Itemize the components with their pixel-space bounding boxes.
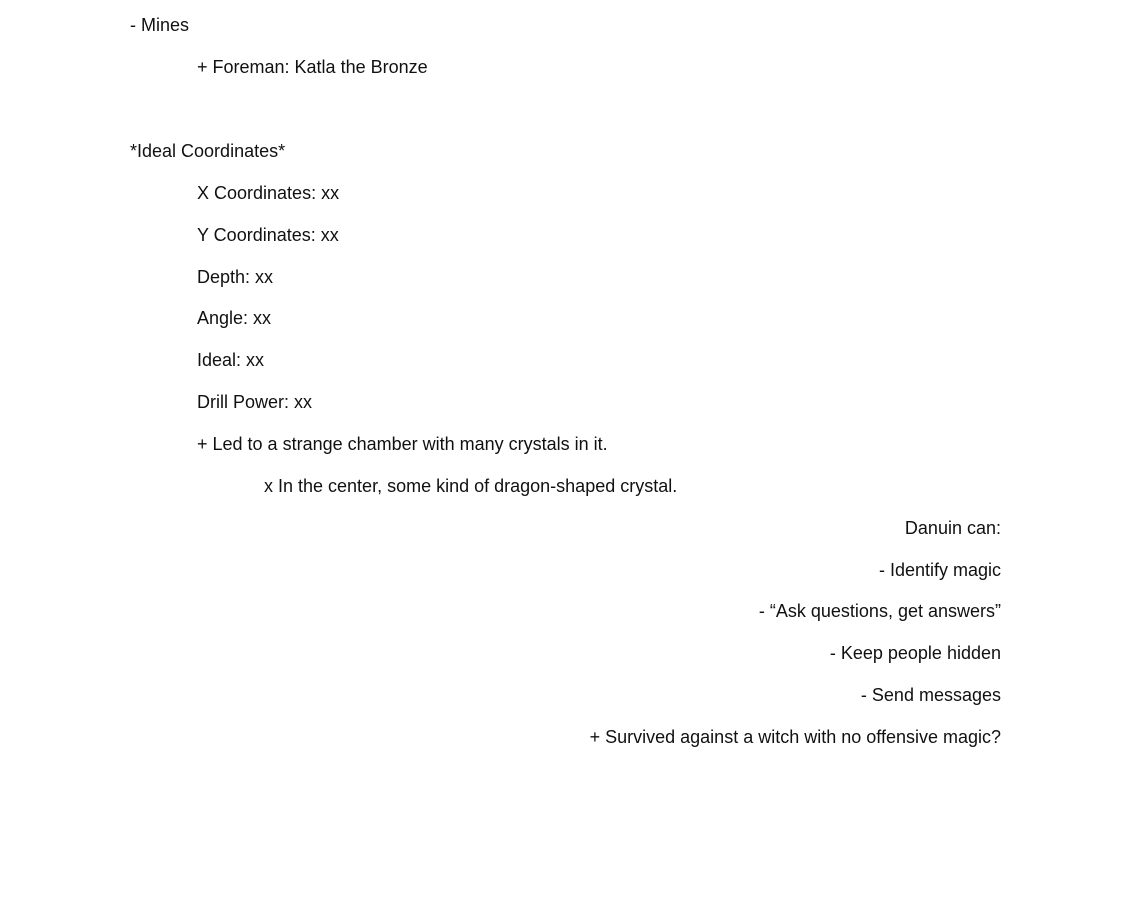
- witch-note: + Survived against a witch with no offensive magic?: [589, 727, 1001, 747]
- danuin-heading: Danuin can:: [904, 518, 1001, 538]
- danuin-ability-item: - Send messages: [860, 685, 1001, 705]
- center-note: x In the center, some kind of dragon-shaped crystal.: [264, 476, 678, 496]
- foreman-line: + Foreman: Katla the Bronze: [197, 57, 428, 77]
- y-coordinates-line: Y Coordinates: xx: [197, 225, 339, 245]
- danuin-ability-item: - Keep people hidden: [829, 643, 1001, 663]
- danuin-ability-item: - Identify magic: [878, 560, 1001, 580]
- mines-heading: - Mines: [130, 15, 190, 35]
- drill-power-line: Drill Power: xx: [197, 392, 313, 412]
- ideal-line: Ideal: xx: [197, 350, 265, 370]
- chamber-note: + Led to a strange chamber with many crystals in it.: [197, 434, 608, 454]
- depth-line: Depth: xx: [197, 267, 274, 287]
- ideal-coordinates-heading: *Ideal Coordinates*: [130, 141, 286, 161]
- angle-line: Angle: xx: [197, 308, 272, 328]
- danuin-ability-item: - “Ask questions, get answers”: [758, 601, 1001, 621]
- x-coordinates-line: X Coordinates: xx: [197, 183, 340, 203]
